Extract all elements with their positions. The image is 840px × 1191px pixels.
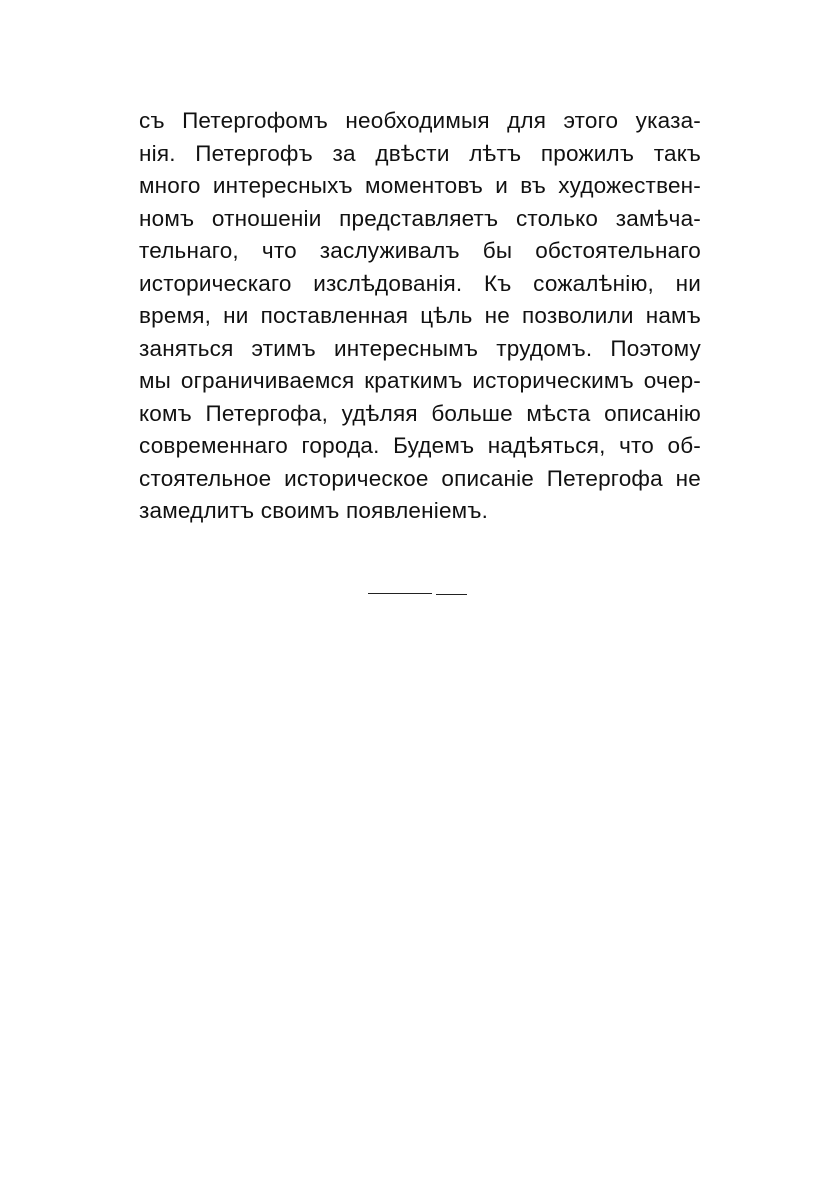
body-paragraph [139, 105, 701, 528]
rule-long-segment [368, 593, 432, 594]
text-line: замедлитъ своимъ появленіемъ. [139, 498, 489, 523]
text-line: современнаго города. Будемъ надѣяться, что об- [139, 433, 701, 458]
text-line: время, ни поставленная цѣль не позволили намъ [139, 303, 701, 328]
rule-short-segment [436, 594, 467, 595]
text-line: номъ отношеніи представляетъ столько замѣча- [139, 205, 701, 231]
text-line: тельнаго, что заслуживалъ бы обстоятельнаго [139, 238, 701, 263]
text-line: съ Петергофомъ необходимыя для этого указа- [139, 108, 701, 133]
text-line: много интересныхъ моментовъ и въ художествен- [139, 173, 701, 198]
text-line: комъ Петергофа, удѣляя больше мѣста описанію [139, 400, 701, 426]
text-line: мы ограничиваемся краткимъ историческимъ очер- [139, 368, 701, 393]
text-line: нія. Петергофъ за двѣсти лѣтъ прожилъ такъ [139, 140, 701, 166]
text-line: историческаго изслѣдованія. Къ сожалѣнію, ни [139, 270, 701, 296]
text-line: стоятельное историческое описаніе Петергофа не [139, 465, 701, 491]
text-line: заняться этимъ интереснымъ трудомъ. Поэтому [139, 335, 701, 361]
